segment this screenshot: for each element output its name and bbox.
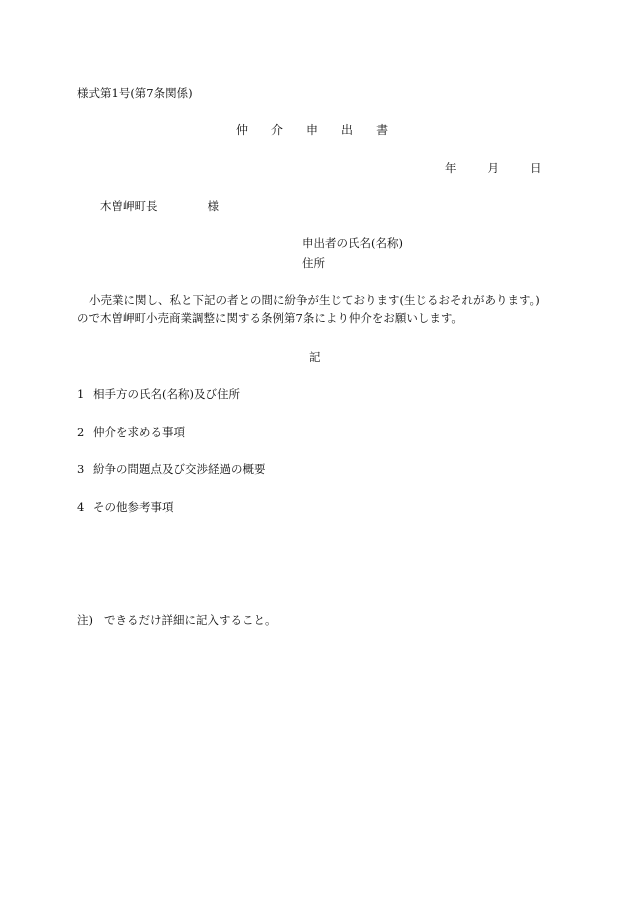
request-body-text [77,292,557,328]
title-char: 申 [306,123,319,137]
date-month-label: 月 [487,161,499,175]
document-title [236,122,388,139]
note-label: 注) [77,613,93,627]
list-item [77,424,185,440]
applicant-address-label: 住所 [302,256,325,270]
date-day-label: 日 [530,161,542,175]
addressee [100,198,219,214]
item-text: 紛争の問題点及び交渉経過の概要 [93,462,266,476]
ki-heading: 記 [309,350,321,364]
item-number: 4 [77,500,85,514]
addressee-honorific: 様 [207,199,219,213]
title-char: 仲 [236,123,249,137]
footnote [77,612,277,628]
title-char: 介 [271,123,284,137]
title-char: 出 [341,123,354,137]
item-text: 仲介を求める事項 [93,425,185,439]
list-item [77,499,174,515]
item-text: 相手方の氏名(名称)及び住所 [93,387,240,401]
item-number: 1 [77,387,85,401]
form-number: 様式第1号(第7条関係) [77,86,193,100]
applicant-name-label: 申出者の氏名(名称) [302,236,403,250]
item-number: 2 [77,425,85,439]
title-char: 書 [376,123,389,137]
note-text: できるだけ詳細に記入すること。 [104,613,277,627]
item-number: 3 [77,462,85,476]
addressee-name: 木曽岬町長 [100,199,158,213]
date-year-label: 年 [445,161,457,175]
body-line-1: 小売業に関し、私と下記の者との間に紛争が生じております(生じるおそれがあります。) [89,293,540,307]
body-line-2: ので木曽岬町小売商業調整に関する条例第7条により仲介をお願いします。 [77,310,463,325]
item-text: その他参考事項 [93,500,174,514]
list-item [77,461,266,477]
date-line [445,160,542,176]
list-item [77,386,240,402]
